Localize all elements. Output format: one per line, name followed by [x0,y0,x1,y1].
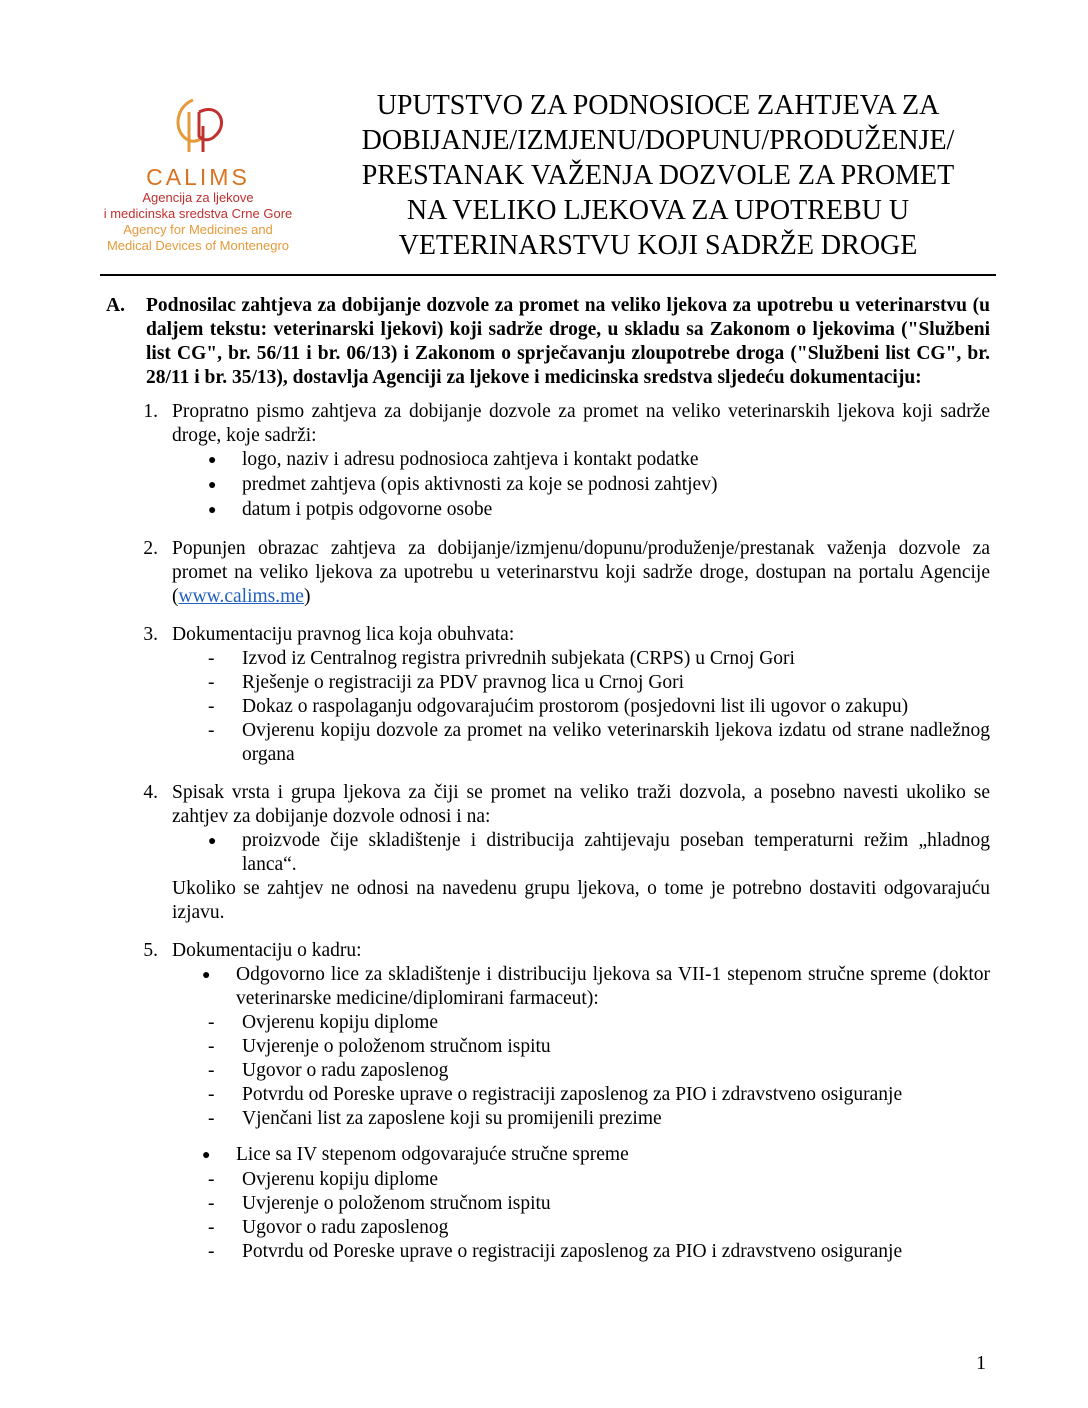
dash-item: - Izvod iz Centralnog registra privrednih subjekata (CRPS) u Crnoj Gori [208,648,795,669]
dash-item: - Potvrdu od Poreske uprave o registraciji zaposlenog za PIO i zdravstveno osiguranje [208,1241,903,1262]
item-text: Spisak vrsta i grupa ljekova za čiji se promet na veliko traži dozvola, a posebno navesti ukoliko se zahtjev za dobijanje dozvole odnosi i na: [172,782,990,827]
section-letter: A. [106,295,125,316]
header-divider [100,274,996,276]
bullet-item: ● datum i potpis odgovorne osobe [208,498,990,523]
list-item-5 [100,939,990,1264]
bullet-icon: ● [208,834,217,849]
dash-item: - Uvjerenje o položenom stručnom ispitu [208,1193,551,1214]
item-number: 3. [143,624,158,645]
bullet-icon: ● [208,478,217,493]
calims-website-link[interactable]: www.calims.me [178,586,304,607]
item-text: Popunjen obrazac zahtjeva za dobijanje/izmjenu/dopunu/produženje/prestanak važenja dozvole za promet na veliko ljekova za upotrebu u veterinarstvu koji sadrže droge, dostupan na portalu Agencije (www.calims.me) [172,538,990,607]
dash-item: - Potvrdu od Poreske uprave o registraciji zaposlenog za PIO i zdravstveno osiguranje [208,1084,903,1105]
dash-item: - Uvjerenje o položenom stručnom ispitu [208,1036,551,1057]
title-line-2: DOBIJANJE/IZMJENU/DOPUNU/PRODUŽENJE/ [361,125,955,156]
dash-item: - Dokaz o raspolaganju odgovarajućim prostorom (posjedovni list ili ugovor o zakupu) [208,696,909,717]
bullet-icon: ● [202,968,211,983]
bullet-item: ● proizvode čije skladištenje i distribucija zahtijevaju poseban temperaturni režim „hladnog lanca“. [208,830,990,875]
section-a [100,294,990,390]
bullet-item: ● predmet zahtjeva (opis aktivnosti za koje se podnosi zahtjev) [208,473,990,498]
item-number: 2. [143,538,158,559]
list-item-1 [100,400,990,523]
document-title [318,88,998,263]
bullet-item: ● Odgovorno lice za skladištenje i distribuciju ljekova sa VII-1 stepenom stručne spreme (doktor veterinarske medicine/diplomirani farmaceut): [202,964,990,1009]
bullet-icon: ● [202,1148,211,1163]
item-text: Dokumentaciju pravnog lica koja obuhvata: [172,624,515,645]
section-intro: Podnosilac zahtjeva za dobijanje dozvole za promet na veliko ljekova za upotrebu u veterinarstvu (u daljem tekstu: veterinarski ljekovi) koji sadrže droge, u skladu sa Zakonom o ljekovima ("Službeni list CG", br. 56/11 i br. 06/13) i Zakonom o sprječavanju zloupotrebe droga ("Službeni list CG", br. 28/11 i br. 35/13), dostavlja Agenciji za ljekove i medicinska sredstva sljedeću dokumentaciju: [146,295,990,388]
dash-item: - Ugovor o radu zaposlenog [208,1217,449,1238]
page-number: 1 [976,1352,986,1374]
dash-item: - Ovjerenu kopiju diplome [208,1169,439,1190]
dash-item: - Rješenje o registraciji za PDV pravnog lica u Crnoj Gori [208,672,685,693]
title-line-3: PRESTANAK VAŽENJA DOZVOLE ZA PROMET [361,160,955,191]
item-number: 1. [143,401,158,422]
document-body [100,294,990,1278]
list-item-3 [100,623,990,767]
logo-line-2: i medicinska sredstva Crne Gore [103,206,293,221]
item-text: Propratno pismo zahtjeva za dobijanje dozvole za promet na veliko veterinarskih ljekova koji sadrže droge, koje sadrži: [172,401,990,446]
list-item-4 [100,781,990,925]
title-line-1: UPUTSTVO ZA PODNOSIOCE ZAHTJEVA ZA [376,90,940,121]
bullet-item: ● logo, naziv i adresu podnosioca zahtjeva i kontakt podatke [208,448,990,473]
logo-line-1: Agencija za ljekove [142,190,254,205]
requirements-list [100,400,990,1264]
dash-item: - Vjenčani list za zaposlene koji su promijenili prezime [208,1108,662,1129]
logo-name: CALIMS [146,164,250,190]
title-line-4: NA VELIKO LJEKOVA ZA UPOTREBU U [406,195,910,226]
bullet-icon: ● [208,453,217,468]
item-number: 5. [143,940,158,961]
item-number: 4. [143,782,158,803]
bullet-item: ● Lice sa IV stepenom odgovarajuće stručne spreme [202,1143,990,1168]
dash-item: - Ovjerenu kopiju dozvole za promet na veliko veterinarskih ljekova izdatu od strane nadležnog organa [208,720,990,765]
bullet-icon: ● [208,503,217,518]
list-item-2 [100,537,990,609]
logo-line-3: Agency for Medicines and [123,222,273,237]
dash-item: - Ovjerenu kopiju diplome [208,1012,439,1033]
logo-line-4: Medical Devices of Montenegro [106,238,290,253]
calims-emblem-icon [163,92,233,162]
item-text: Dokumentaciju o kadru: [172,940,362,961]
calims-logo [100,92,296,254]
item-note: Ukoliko se zahtjev ne odnosi na navedenu grupu ljekova, o tome je potrebno dostaviti odgovarajuću izjavu. [172,878,990,923]
dash-item: - Ugovor o radu zaposlenog [208,1060,449,1081]
title-line-5: VETERINARSTVU KOJI SADRŽE DROGE [398,230,918,261]
